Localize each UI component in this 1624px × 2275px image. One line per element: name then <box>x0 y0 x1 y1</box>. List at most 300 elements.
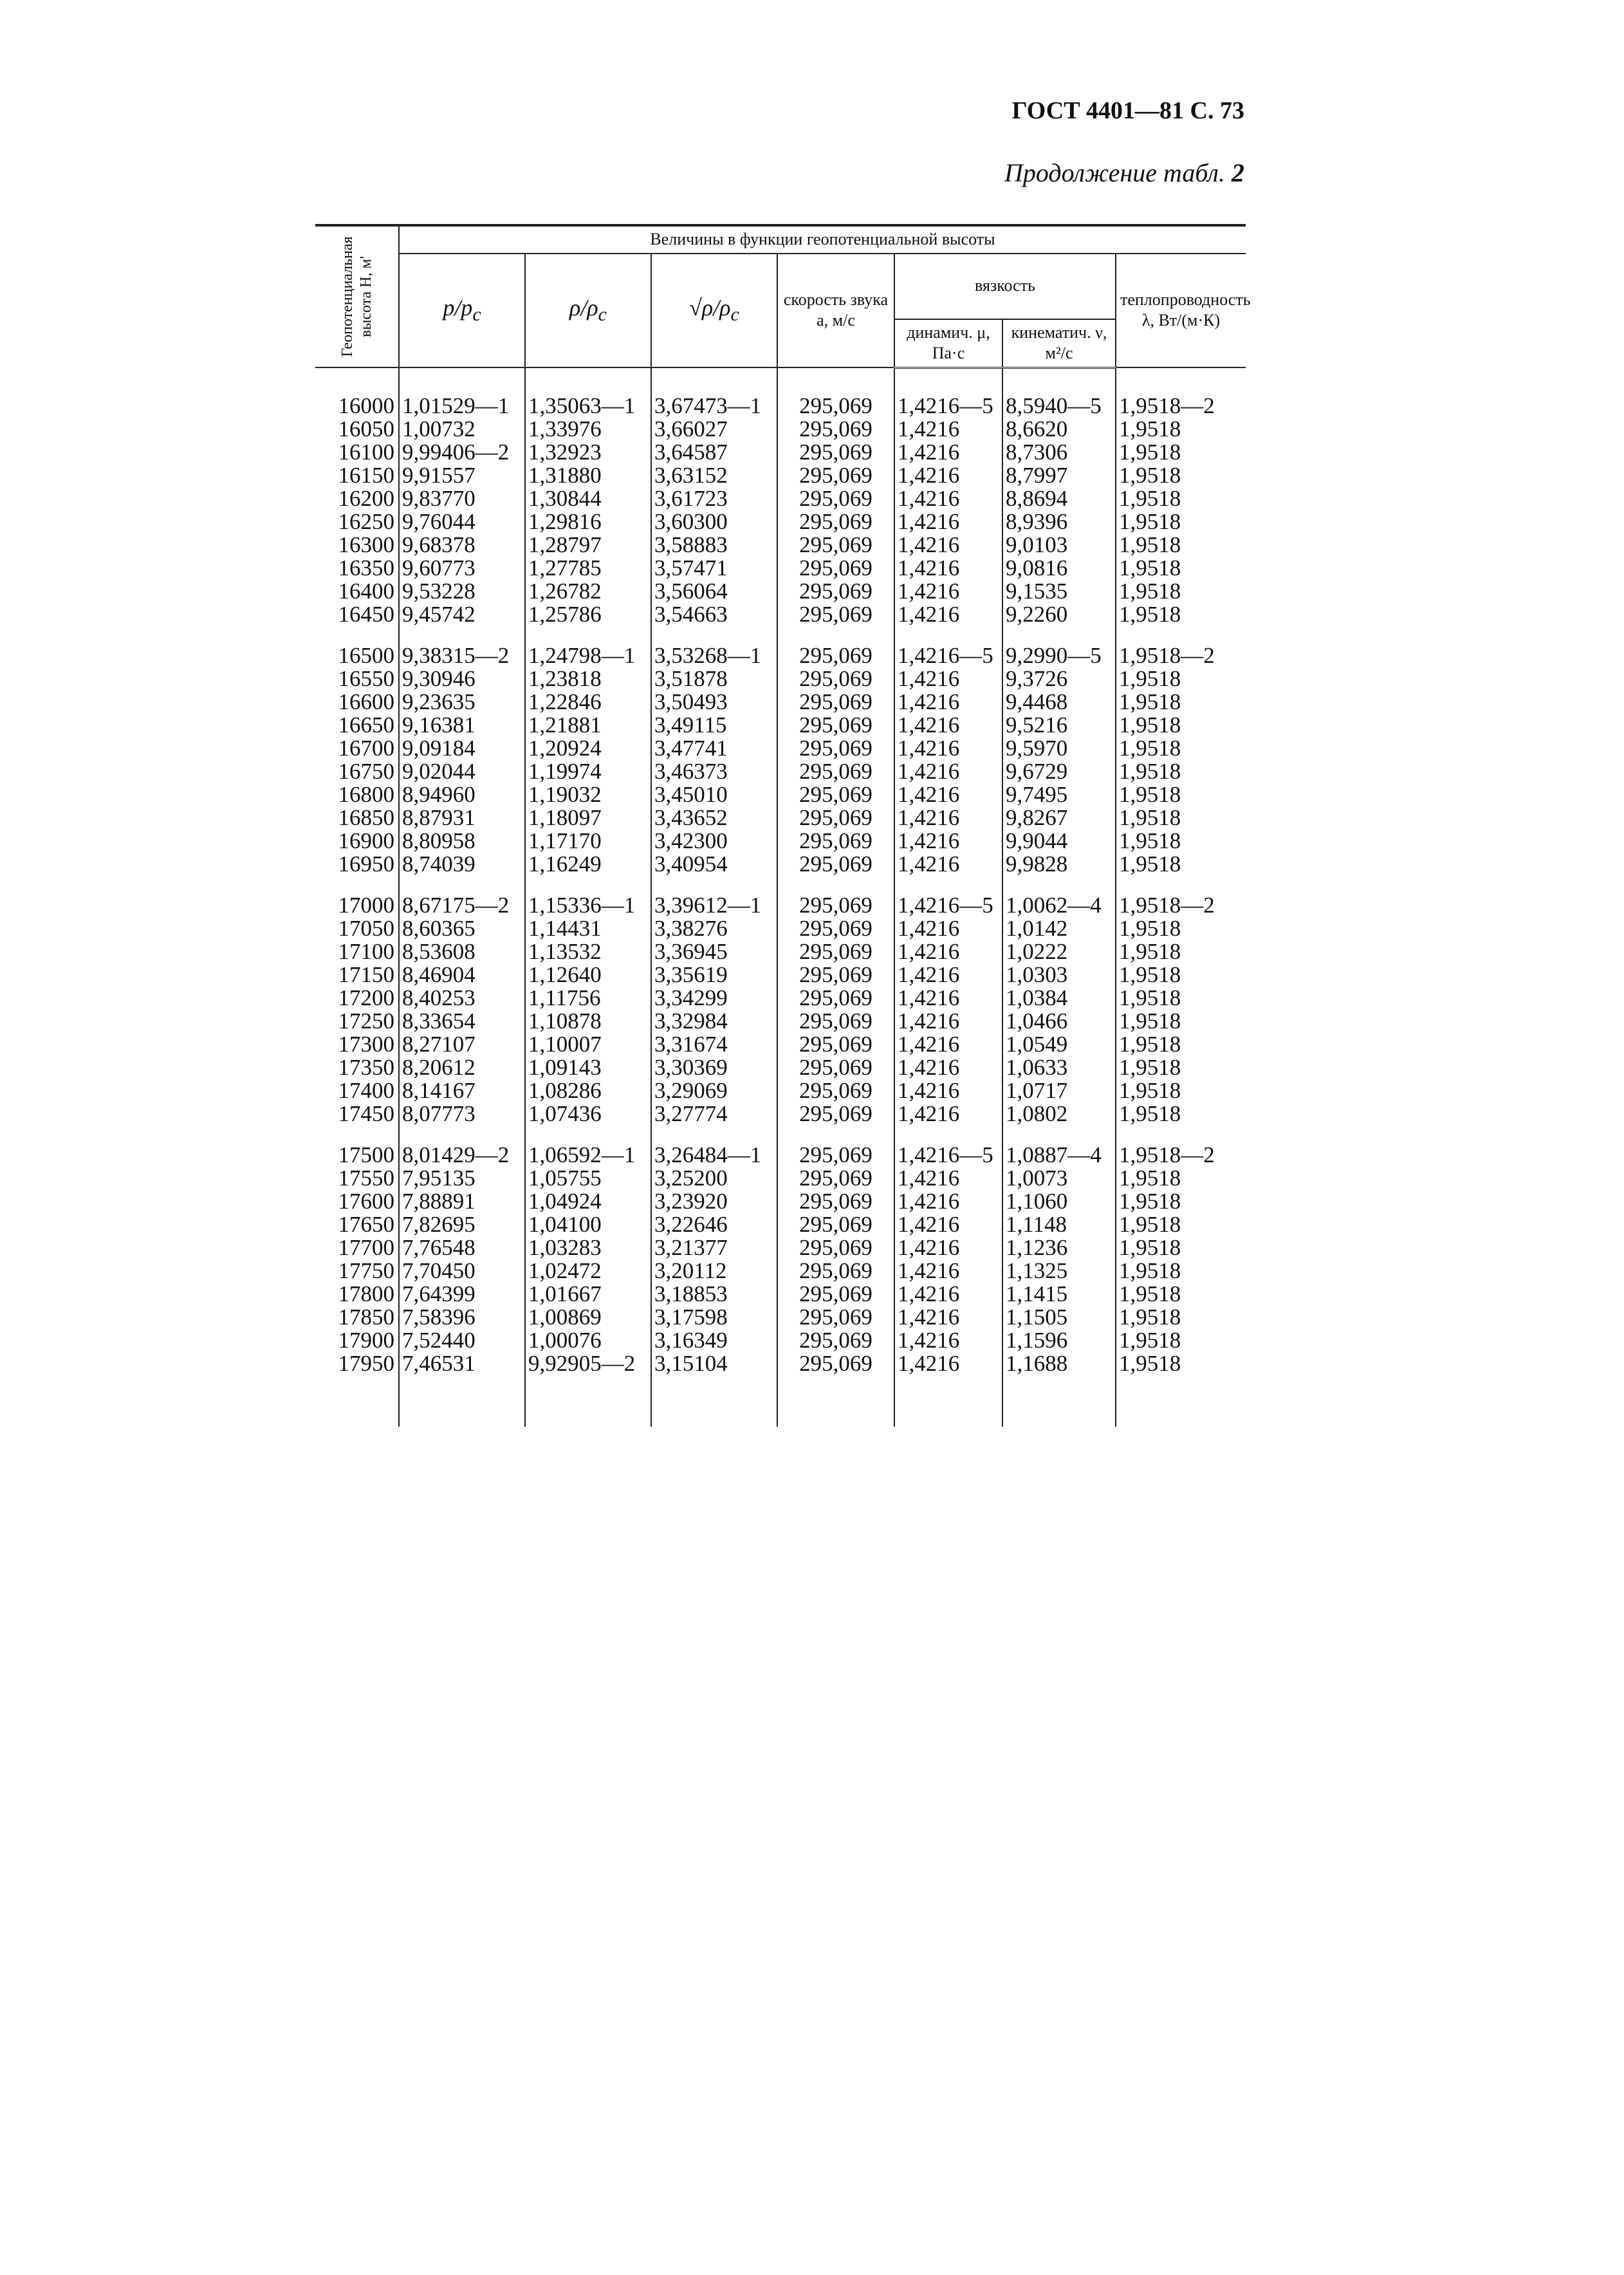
sqrt-density-ratio-cell: 3,25200 <box>651 1167 777 1190</box>
density-ratio-cell: 1,04100 <box>525 1213 651 1236</box>
table-row <box>315 830 1246 853</box>
table-continuation-caption <box>1004 158 1244 188</box>
height-cell: 16050 <box>338 416 394 441</box>
table-row <box>315 1259 1246 1283</box>
kinematic-viscosity-header: кинематич. ν, м²/с <box>1002 319 1116 368</box>
density-ratio-cell: 1,24798—1 <box>525 644 651 667</box>
table-row <box>315 1190 1246 1213</box>
table-row <box>315 1010 1246 1033</box>
height-cell: 17600 <box>338 1188 394 1214</box>
sqrt-density-ratio-cell: 3,50493 <box>651 691 777 714</box>
height-cell: 16200 <box>338 485 394 511</box>
thermal-conductivity-cell: 1,9518 <box>1116 1167 1246 1190</box>
spacer-cell <box>525 626 651 644</box>
height-cell: 16150 <box>338 462 394 488</box>
thermal-conductivity-cell: 1,9518 <box>1116 464 1246 487</box>
table-row <box>315 760 1246 783</box>
pressure-ratio-cell: 8,94960 <box>399 783 525 806</box>
dynamic-viscosity-cell: 1,4216 <box>894 557 1002 580</box>
spacer-cell <box>894 626 1002 644</box>
spacer-cell <box>315 1375 399 1427</box>
dynamic-viscosity-cell: 1,4216 <box>894 1352 1002 1375</box>
thermal-conductivity-cell: 1,9518 <box>1116 806 1246 830</box>
pressure-ratio-cell: 1,00732 <box>399 418 525 441</box>
density-ratio-cell: 1,25786 <box>525 603 651 626</box>
table-row <box>315 441 1246 464</box>
sqrt-density-ratio-cell: 3,16349 <box>651 1329 777 1352</box>
kinematic-viscosity-cell: 9,0103 <box>1002 534 1116 557</box>
spacer-cell <box>315 876 399 894</box>
kinematic-viscosity-cell: 1,0717 <box>1002 1079 1116 1102</box>
table-row <box>315 963 1246 987</box>
dynamic-viscosity-cell: 1,4216 <box>894 1056 1002 1079</box>
density-ratio-cell: 1,12640 <box>525 963 651 987</box>
viscosity-header: вязкость <box>894 254 1116 319</box>
sqrt-density-ratio-cell: 3,49115 <box>651 714 777 737</box>
dynamic-viscosity-cell: 1,4216 <box>894 464 1002 487</box>
density-ratio-cell: 1,28797 <box>525 534 651 557</box>
group-header: Величины в функции геопотенциальной высоты <box>399 225 1246 254</box>
sqrt-density-ratio-cell: 3,45010 <box>651 783 777 806</box>
sqrt-density-ratio-cell: 3,26484—1 <box>651 1144 777 1167</box>
table-number: 2 <box>1232 158 1244 187</box>
height-cell: 17500 <box>338 1142 394 1167</box>
pressure-ratio-cell: 8,80958 <box>399 830 525 853</box>
table-row <box>315 1033 1246 1056</box>
pressure-ratio-cell: 9,68378 <box>399 534 525 557</box>
thermal-conductivity-cell: 1,9518 <box>1116 1306 1246 1329</box>
density-ratio-cell: 1,16249 <box>525 853 651 876</box>
thermal-conductivity-cell: 1,9518 <box>1116 830 1246 853</box>
table-row <box>315 1352 1246 1375</box>
table-row <box>315 644 1246 667</box>
thermal-conductivity-cell: 1,9518 <box>1116 1056 1246 1079</box>
dynamic-viscosity-cell: 1,4216—5 <box>894 395 1002 418</box>
table-row <box>315 853 1246 876</box>
kinematic-viscosity-cell: 1,1688 <box>1002 1352 1116 1375</box>
dynamic-viscosity-cell: 1,4216 <box>894 737 1002 760</box>
kinematic-viscosity-cell: 1,1325 <box>1002 1259 1116 1283</box>
spacer-cell <box>1116 626 1246 644</box>
speed-of-sound-cell: 295,069 <box>777 917 894 940</box>
sqrt-density-ratio-cell: 3,58883 <box>651 534 777 557</box>
dynamic-viscosity-cell: 1,4216 <box>894 853 1002 876</box>
thermal-conductivity-cell: 1,9518—2 <box>1116 395 1246 418</box>
pressure-ratio-cell: 9,09184 <box>399 737 525 760</box>
spacer-row <box>315 1126 1246 1144</box>
pressure-ratio-cell: 7,64399 <box>399 1283 525 1306</box>
kinematic-viscosity-cell: 9,2990—5 <box>1002 644 1116 667</box>
kinematic-viscosity-cell: 9,3726 <box>1002 667 1116 691</box>
height-cell: 17950 <box>338 1350 394 1376</box>
density-ratio-cell: 1,07436 <box>525 1102 651 1126</box>
speed-of-sound-cell: 295,069 <box>777 1259 894 1283</box>
pressure-ratio-cell: 9,99406—2 <box>399 441 525 464</box>
thermal-conductivity-cell: 1,9518—2 <box>1116 1144 1246 1167</box>
pressure-ratio-cell: 7,46531 <box>399 1352 525 1375</box>
kinematic-viscosity-cell: 1,0802 <box>1002 1102 1116 1126</box>
sqrt-density-ratio-cell: 3,60300 <box>651 510 777 534</box>
table-body <box>315 367 1246 1427</box>
thermal-conductivity-cell: 1,9518 <box>1116 714 1246 737</box>
sqrt-density-ratio-cell: 3,46373 <box>651 760 777 783</box>
table-row <box>315 395 1246 418</box>
dynamic-viscosity-cell: 1,4216 <box>894 667 1002 691</box>
pressure-ratio-cell: 8,07773 <box>399 1102 525 1126</box>
spacer-row <box>315 1375 1246 1427</box>
sqrt-density-ratio-cell: 3,38276 <box>651 917 777 940</box>
thermal-conductivity-cell: 1,9518 <box>1116 667 1246 691</box>
spacer-cell <box>1116 1126 1246 1144</box>
height-cell: 17550 <box>338 1165 394 1191</box>
pressure-ratio-cell: 9,23635 <box>399 691 525 714</box>
spacer-cell <box>894 1126 1002 1144</box>
height-cell: 17900 <box>338 1327 394 1353</box>
speed-of-sound-cell: 295,069 <box>777 853 894 876</box>
speed-of-sound-cell: 295,069 <box>777 830 894 853</box>
dynamic-viscosity-cell: 1,4216 <box>894 534 1002 557</box>
dynamic-viscosity-cell: 1,4216 <box>894 441 1002 464</box>
kinematic-viscosity-cell: 9,9828 <box>1002 853 1116 876</box>
kinematic-viscosity-cell: 1,0073 <box>1002 1167 1116 1190</box>
atmosphere-table <box>315 224 1251 1427</box>
kinematic-viscosity-cell: 8,6620 <box>1002 418 1116 441</box>
pressure-ratio-cell: 9,45742 <box>399 603 525 626</box>
speed-of-sound-cell: 295,069 <box>777 534 894 557</box>
sqrt-density-ratio-cell: 3,36945 <box>651 940 777 963</box>
thermal-conductivity-cell: 1,9518 <box>1116 760 1246 783</box>
sqrt-density-ratio-header: $√\rho/\rho_c$ <box>651 254 777 368</box>
speed-of-sound-cell: 295,069 <box>777 557 894 580</box>
height-cell: 16850 <box>338 804 394 830</box>
table-row <box>315 510 1246 534</box>
speed-of-sound-cell: 295,069 <box>777 418 894 441</box>
density-ratio-cell: 1,20924 <box>525 737 651 760</box>
dynamic-viscosity-cell: 1,4216 <box>894 806 1002 830</box>
kinematic-viscosity-cell: 8,7997 <box>1002 464 1116 487</box>
dynamic-viscosity-cell: 1,4216 <box>894 1329 1002 1352</box>
density-ratio-cell: 1,14431 <box>525 917 651 940</box>
spacer-cell <box>1002 1375 1116 1427</box>
table-row <box>315 603 1246 626</box>
density-ratio-cell: 1,18097 <box>525 806 651 830</box>
height-cell: 16950 <box>338 851 394 877</box>
thermal-conductivity-cell: 1,9518 <box>1116 534 1246 557</box>
kinematic-viscosity-cell: 8,7306 <box>1002 441 1116 464</box>
dynamic-viscosity-cell: 1,4216 <box>894 510 1002 534</box>
table-row <box>315 1167 1246 1190</box>
thermal-conductivity-cell: 1,9518 <box>1116 917 1246 940</box>
density-ratio-cell: 1,17170 <box>525 830 651 853</box>
kinematic-viscosity-cell: 1,0466 <box>1002 1010 1116 1033</box>
height-cell: 16300 <box>338 532 394 557</box>
speed-of-sound-cell: 295,069 <box>777 1010 894 1033</box>
spacer-cell <box>894 876 1002 894</box>
pressure-ratio-cell: 7,88891 <box>399 1190 525 1213</box>
dynamic-viscosity-cell: 1,4216 <box>894 1236 1002 1259</box>
thermal-conductivity-cell: 1,9518 <box>1116 783 1246 806</box>
pressure-ratio-cell: 9,91557 <box>399 464 525 487</box>
thermal-conductivity-cell: 1,9518 <box>1116 1190 1246 1213</box>
speed-of-sound-cell: 295,069 <box>777 1056 894 1079</box>
dynamic-viscosity-cell: 1,4216 <box>894 1190 1002 1213</box>
density-ratio-cell: 1,21881 <box>525 714 651 737</box>
dynamic-viscosity-cell: 1,4216 <box>894 1033 1002 1056</box>
spacer-cell <box>1002 876 1116 894</box>
density-ratio-cell: 1,00076 <box>525 1329 651 1352</box>
sqrt-density-ratio-cell: 3,42300 <box>651 830 777 853</box>
kinematic-viscosity-cell: 1,1415 <box>1002 1283 1116 1306</box>
density-ratio-cell: 1,35063—1 <box>525 395 651 418</box>
table-row <box>315 1102 1246 1126</box>
table-row <box>315 1079 1246 1102</box>
speed-of-sound-cell: 295,069 <box>777 1102 894 1126</box>
thermal-conductivity-cell: 1,9518 <box>1116 1033 1246 1056</box>
spacer-cell <box>1116 876 1246 894</box>
dynamic-viscosity-cell: 1,4216 <box>894 691 1002 714</box>
height-cell: 17250 <box>338 1008 394 1034</box>
table-row <box>315 737 1246 760</box>
density-ratio-cell: 1,19032 <box>525 783 651 806</box>
kinematic-viscosity-cell: 9,4468 <box>1002 691 1116 714</box>
height-cell: 17650 <box>338 1211 394 1237</box>
dynamic-viscosity-cell: 1,4216 <box>894 487 1002 510</box>
speed-of-sound-cell: 295,069 <box>777 1306 894 1329</box>
table-row <box>315 1306 1246 1329</box>
density-ratio-cell: 1,32923 <box>525 441 651 464</box>
spacer-cell <box>399 1375 525 1427</box>
thermal-conductivity-cell: 1,9518 <box>1116 1079 1246 1102</box>
table-row <box>315 534 1246 557</box>
pressure-ratio-cell: 9,16381 <box>399 714 525 737</box>
pressure-ratio-cell: 8,87931 <box>399 806 525 830</box>
density-ratio-cell: 1,15336—1 <box>525 894 651 917</box>
kinematic-viscosity-cell: 8,9396 <box>1002 510 1116 534</box>
kinematic-viscosity-cell: 1,0303 <box>1002 963 1116 987</box>
density-ratio-cell: 9,92905—2 <box>525 1352 651 1375</box>
speed-of-sound-cell: 295,069 <box>777 1079 894 1102</box>
spacer-cell <box>894 367 1002 395</box>
height-cell: 17050 <box>338 915 394 941</box>
density-ratio-cell: 1,10878 <box>525 1010 651 1033</box>
height-cell: 17350 <box>338 1054 394 1080</box>
spacer-cell <box>777 626 894 644</box>
sqrt-density-ratio-cell: 3,39612—1 <box>651 894 777 917</box>
height-cell: 16650 <box>338 712 394 738</box>
thermal-conductivity-cell: 1,9518 <box>1116 691 1246 714</box>
speed-of-sound-cell: 295,069 <box>777 644 894 667</box>
table-row <box>315 464 1246 487</box>
speed-of-sound-cell: 295,069 <box>777 441 894 464</box>
thermal-conductivity-cell: 1,9518—2 <box>1116 644 1246 667</box>
spacer-cell <box>1002 626 1116 644</box>
spacer-cell <box>777 367 894 395</box>
density-ratio-cell: 1,33976 <box>525 418 651 441</box>
kinematic-viscosity-cell: 1,1148 <box>1002 1213 1116 1236</box>
thermal-conductivity-cell: 1,9518 <box>1116 987 1246 1010</box>
speed-of-sound-cell: 295,069 <box>777 1352 894 1375</box>
table-row <box>315 1213 1246 1236</box>
speed-of-sound-cell: 295,069 <box>777 1236 894 1259</box>
height-cell: 17850 <box>338 1304 394 1330</box>
table-row <box>315 806 1246 830</box>
table-row <box>315 418 1246 441</box>
dynamic-viscosity-cell: 1,4216 <box>894 783 1002 806</box>
thermal-conductivity-cell: 1,9518 <box>1116 557 1246 580</box>
table-row <box>315 487 1246 510</box>
pressure-ratio-cell: 9,30946 <box>399 667 525 691</box>
spacer-cell <box>651 1375 777 1427</box>
kinematic-viscosity-cell: 1,0887—4 <box>1002 1144 1116 1167</box>
thermal-conductivity-cell: 1,9518 <box>1116 487 1246 510</box>
speed-of-sound-cell: 295,069 <box>777 667 894 691</box>
speed-of-sound-cell: 295,069 <box>777 1283 894 1306</box>
spacer-row <box>315 367 1246 395</box>
sqrt-density-ratio-cell: 3,20112 <box>651 1259 777 1283</box>
spacer-cell <box>525 1126 651 1144</box>
spacer-cell <box>1002 367 1116 395</box>
thermal-conductivity-cell: 1,9518 <box>1116 441 1246 464</box>
pressure-ratio-cell: 8,67175—2 <box>399 894 525 917</box>
height-cell: 17400 <box>338 1077 394 1103</box>
speed-of-sound-cell: 295,069 <box>777 760 894 783</box>
speed-of-sound-cell: 295,069 <box>777 464 894 487</box>
density-ratio-cell: 1,09143 <box>525 1056 651 1079</box>
dynamic-viscosity-cell: 1,4216 <box>894 418 1002 441</box>
spacer-cell <box>651 1126 777 1144</box>
height-cell: 16350 <box>338 555 394 580</box>
thermal-conductivity-cell: 1,9518 <box>1116 1010 1246 1033</box>
kinematic-viscosity-cell: 1,0549 <box>1002 1033 1116 1056</box>
height-cell: 16750 <box>338 758 394 784</box>
spacer-cell <box>399 626 525 644</box>
density-ratio-cell: 1,11756 <box>525 987 651 1010</box>
spacer-cell <box>894 1375 1002 1427</box>
height-cell: 17800 <box>338 1281 394 1306</box>
spacer-cell <box>525 367 651 395</box>
pressure-ratio-cell: 7,58396 <box>399 1306 525 1329</box>
density-ratio-cell: 1,04924 <box>525 1190 651 1213</box>
density-ratio-cell: 1,29816 <box>525 510 651 534</box>
spacer-cell <box>777 1126 894 1144</box>
table-row <box>315 557 1246 580</box>
density-ratio-cell: 1,23818 <box>525 667 651 691</box>
speed-of-sound-cell: 295,069 <box>777 963 894 987</box>
pressure-ratio-cell: 9,76044 <box>399 510 525 534</box>
table-row <box>315 1329 1246 1352</box>
dynamic-viscosity-cell: 1,4216 <box>894 917 1002 940</box>
dynamic-viscosity-cell: 1,4216—5 <box>894 894 1002 917</box>
kinematic-viscosity-cell: 1,1060 <box>1002 1190 1116 1213</box>
table-row <box>315 1236 1246 1259</box>
density-ratio-cell: 1,13532 <box>525 940 651 963</box>
density-ratio-cell: 1,19974 <box>525 760 651 783</box>
pressure-ratio-cell: 8,60365 <box>399 917 525 940</box>
speed-of-sound-cell: 295,069 <box>777 714 894 737</box>
speed-of-sound-cell: 295,069 <box>777 510 894 534</box>
pressure-ratio-cell: 8,20612 <box>399 1056 525 1079</box>
dynamic-viscosity-cell: 1,4216 <box>894 714 1002 737</box>
kinematic-viscosity-cell: 1,0062—4 <box>1002 894 1116 917</box>
thermal-conductivity-cell: 1,9518 <box>1116 1283 1246 1306</box>
sqrt-density-ratio-cell: 3,35619 <box>651 963 777 987</box>
pressure-ratio-cell: 9,60773 <box>399 557 525 580</box>
height-cell: 16900 <box>338 828 394 853</box>
density-ratio-cell: 1,05755 <box>525 1167 651 1190</box>
speed-of-sound-cell: 295,069 <box>777 1190 894 1213</box>
pressure-ratio-cell: 7,70450 <box>399 1259 525 1283</box>
kinematic-viscosity-cell: 1,1505 <box>1002 1306 1116 1329</box>
pressure-ratio-cell: 7,76548 <box>399 1236 525 1259</box>
spacer-row <box>315 626 1246 644</box>
thermal-conductivity-cell: 1,9518 <box>1116 580 1246 603</box>
spacer-cell <box>315 626 399 644</box>
thermal-conductivity-cell: 1,9518 <box>1116 1236 1246 1259</box>
kinematic-viscosity-cell: 9,5970 <box>1002 737 1116 760</box>
height-cell: 16450 <box>338 601 394 627</box>
height-cell: 16800 <box>338 781 394 807</box>
sqrt-density-ratio-cell: 3,40954 <box>651 853 777 876</box>
speed-of-sound-cell: 295,069 <box>777 894 894 917</box>
sqrt-density-ratio-cell: 3,66027 <box>651 418 777 441</box>
sqrt-density-ratio-cell: 3,67473—1 <box>651 395 777 418</box>
thermal-conductivity-cell: 1,9518 <box>1116 510 1246 534</box>
pressure-ratio-cell: 9,38315—2 <box>399 644 525 667</box>
kinematic-viscosity-cell: 9,5216 <box>1002 714 1116 737</box>
pressure-ratio-cell: 8,53608 <box>399 940 525 963</box>
speed-of-sound-cell: 295,069 <box>777 1167 894 1190</box>
dynamic-viscosity-header: динамич. μ, Па·с <box>894 319 1002 368</box>
thermal-conductivity-cell: 1,9518—2 <box>1116 894 1246 917</box>
dynamic-viscosity-cell: 1,4216—5 <box>894 644 1002 667</box>
sqrt-density-ratio-cell: 3,64587 <box>651 441 777 464</box>
sqrt-density-ratio-cell: 3,21377 <box>651 1236 777 1259</box>
speed-of-sound-cell: 295,069 <box>777 395 894 418</box>
dynamic-viscosity-cell: 1,4216 <box>894 963 1002 987</box>
speed-of-sound-cell: 295,069 <box>777 1213 894 1236</box>
dynamic-viscosity-cell: 1,4216 <box>894 940 1002 963</box>
dynamic-viscosity-cell: 1,4216 <box>894 1213 1002 1236</box>
dynamic-viscosity-cell: 1,4216 <box>894 1306 1002 1329</box>
thermal-conductivity-cell: 1,9518 <box>1116 1102 1246 1126</box>
height-cell: 17150 <box>338 961 394 987</box>
spacer-cell <box>315 367 399 395</box>
dynamic-viscosity-cell: 1,4216 <box>894 1259 1002 1283</box>
pressure-ratio-cell: 9,53228 <box>399 580 525 603</box>
density-ratio-header: $\rho/\rho_c$ <box>525 254 651 368</box>
thermal-conductivity-cell: 1,9518 <box>1116 1213 1246 1236</box>
spacer-cell <box>1116 1375 1246 1427</box>
density-ratio-cell: 1,02472 <box>525 1259 651 1283</box>
height-cell: 16500 <box>338 642 394 668</box>
sqrt-density-ratio-cell: 3,22646 <box>651 1213 777 1236</box>
kinematic-viscosity-cell: 9,6729 <box>1002 760 1116 783</box>
table-row <box>315 691 1246 714</box>
dynamic-viscosity-cell: 1,4216 <box>894 1102 1002 1126</box>
thermal-conductivity-cell: 1,9518 <box>1116 1259 1246 1283</box>
sqrt-density-ratio-cell: 3,31674 <box>651 1033 777 1056</box>
sqrt-density-ratio-cell: 3,43652 <box>651 806 777 830</box>
table-row <box>315 1056 1246 1079</box>
height-cell: 16700 <box>338 735 394 761</box>
density-ratio-cell: 1,08286 <box>525 1079 651 1102</box>
thermal-conductivity-header: теплопроводность λ, Вт/(м·К) <box>1116 254 1246 368</box>
height-cell: 17000 <box>338 892 394 918</box>
table-row <box>315 667 1246 691</box>
kinematic-viscosity-cell: 1,1596 <box>1002 1329 1116 1352</box>
kinematic-viscosity-cell: 1,0142 <box>1002 917 1116 940</box>
density-ratio-cell: 1,01667 <box>525 1283 651 1306</box>
